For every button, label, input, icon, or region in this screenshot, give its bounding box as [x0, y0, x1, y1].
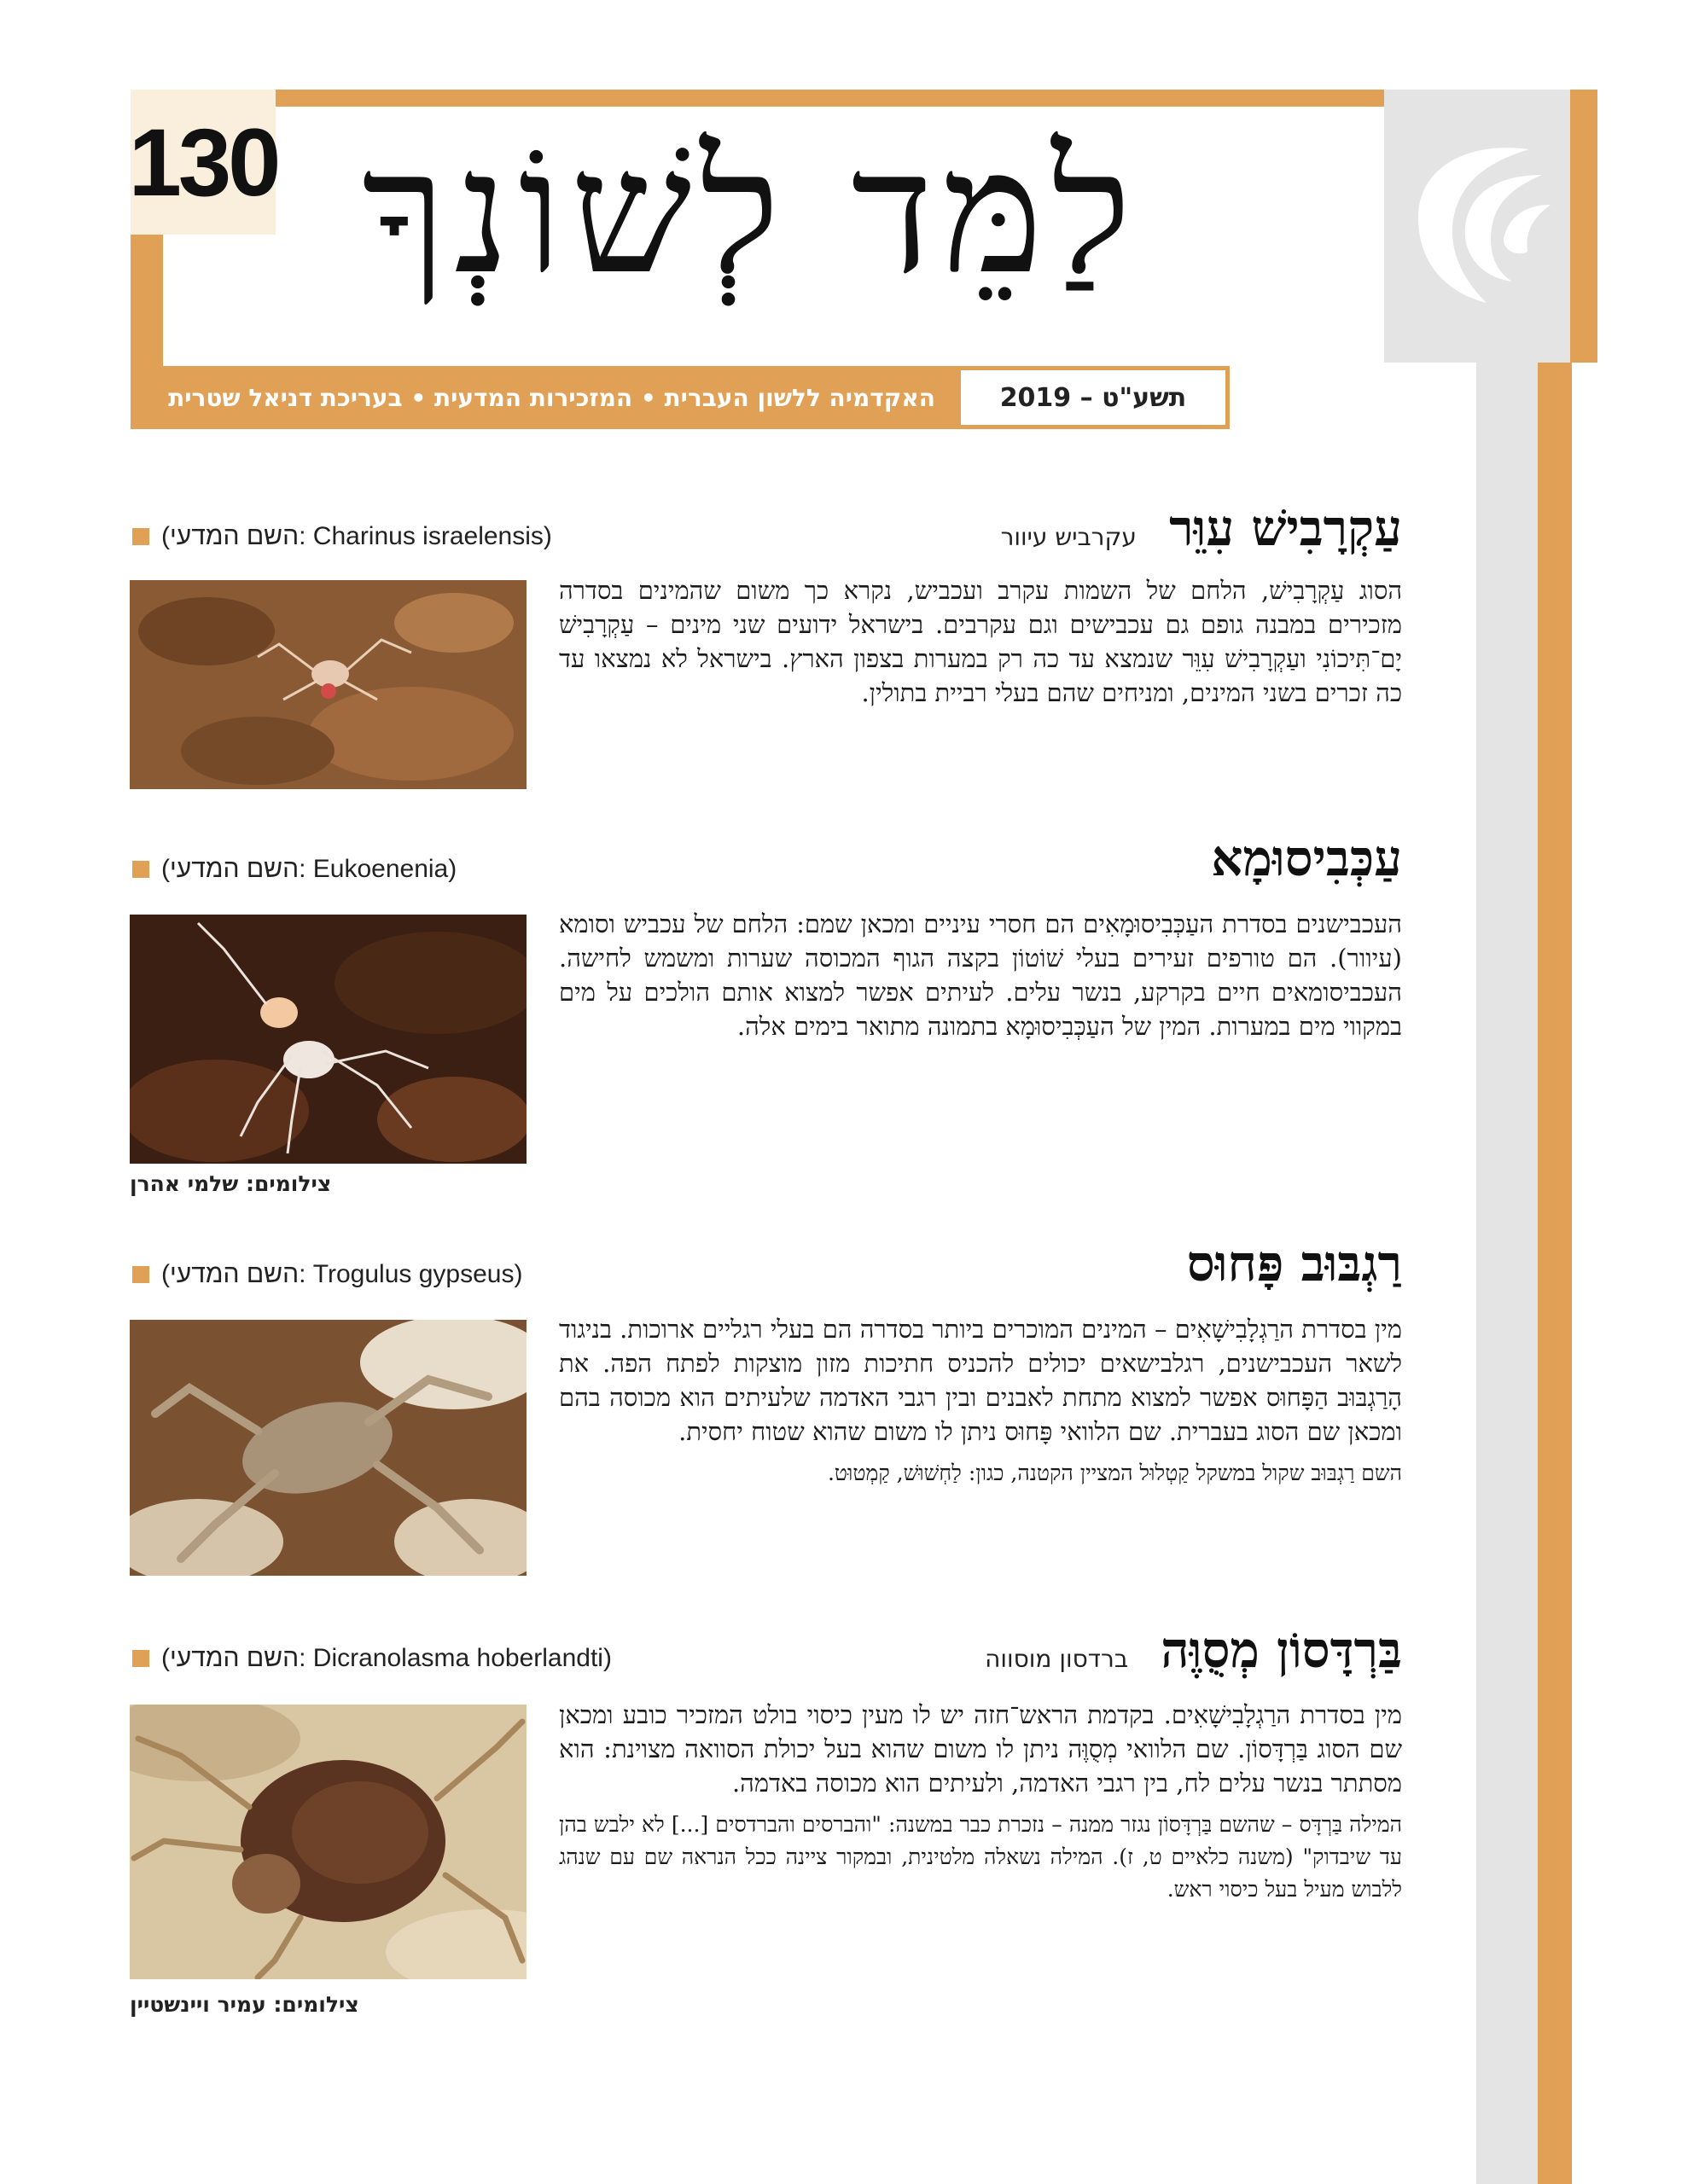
- section-note: המילה בַּרְדָּס – שהשם בַּרְדָּסוֹן נגזר ממנה – נזכרת כבר במשנה: "והברסים והברדסים [...] לא ילבש בהן עד שיבדוק" (משנה כלאיים ט, ז). המילה נשאלה מלטינית, ובמקור ציינה ככל הנראה שם עם שנהג ללבוש מעיל בעל כיסוי ראש.: [559, 1812, 1402, 1902]
- right-accent-stripe: [1538, 363, 1572, 2184]
- header-frame-left: [131, 235, 163, 367]
- scientific-name: [132, 855, 457, 884]
- scientific-name: [132, 522, 552, 551]
- section-title: [985, 1621, 1402, 1679]
- section-body-text: מין בסדרת הרַגְלָבִישָׁאִים – המינים המוכרים ביותר בסדרה הם בעלי רגליים ארוכות. בניגוד לשאר העכבישנים, רגלבישאים יכולים להכניס חתיכות מזון מוצקות לפתח הפה. את הָרַגְבּוּב הַפָּחוּס אפשר למצוא מתחת לאבנים ובין רגבי האדמה שלעיתים הוא מכוסה בהם ומכאן שם הסוג בעברית. שם הלוואי פָּחוּס ניתן לו משום שהוא שטוח יחסית.: [559, 1315, 1402, 1446]
- bullet-square: [132, 528, 149, 545]
- scientific-name: [132, 1260, 522, 1289]
- scientific-name-text: (השם המדעי: Trogulus gypseus): [161, 1260, 523, 1288]
- academy-logo-icon: [1384, 90, 1570, 363]
- photo-charinus: [130, 580, 527, 789]
- photo-credit: צילומים: עמיר ויינשטיין: [130, 1992, 359, 2017]
- section-marker: [1451, 845, 1475, 892]
- scientific-name-text: (השם המדעי: Dicranolasma hoberlandti): [161, 1644, 612, 1672]
- logo-box: [1384, 90, 1570, 363]
- page-title: לַמֵּד לְשׁוֹנְךָ: [362, 113, 1140, 312]
- section-body-text: העכבישנים בסדרת העַכְּבִיסוּמָאִים הם חסרי עיניים ומכאן שמם: הלחם של עכביש וסומא (עיוור). הם טורפים זעירים בעלי שׁוֹטוֹן בקצה הגוף המכוסה שערות ומשמש לחישה. העכביסומאים חיים בקרקע, בנשר עלים. לעיתים אפשר למצוא אותם הולכים על מים במקווי מים במערות. המין של העַכְּבִיסוּמָא בתמונה מתואר בימים אלה.: [559, 909, 1402, 1041]
- section-body-text: הסוג עַקְרָבִישׁ, הלחם של השמות עקרב ועכביש, נקרא כך משום שהמינים בסדרה מזכירים במבנה גופם גם עכבישים וגם עקרבים. בישראל ידועים שני מינים – עַקְרָבִישׁ יָם־תִּיכוֹנִי ועַקְרָבִישׁ עִוֵּר שנמצא עד כה רק במערות בצפון הארץ. בישראל לא נמצאו עד כה זכרים בשני המינים, ומניחים שהם בעלי רביית בתולין.: [559, 576, 1402, 707]
- section-subtitle: ברדסון מוסווה: [985, 1645, 1129, 1673]
- section-title: [1187, 1234, 1402, 1292]
- publisher-line: האקדמיה ללשון העברית • המזכירות המדעית • בעריכת דניאל שטרית: [168, 383, 935, 412]
- section-body: [559, 1698, 1402, 1906]
- section-title-text: בַּרְדָּסוֹן מְסֻוֶּה: [1161, 1621, 1402, 1679]
- bullet-square: [132, 1650, 149, 1667]
- section-body: [559, 573, 1402, 710]
- scientific-name-text: (השם המדעי: Eukoenenia): [161, 855, 457, 883]
- section-title: [1001, 499, 1402, 557]
- bullet-square: [132, 1266, 149, 1283]
- right-accent-top: [1570, 90, 1597, 363]
- issue-year: תשע"ט – 2019: [961, 370, 1225, 425]
- section-marker: [1451, 514, 1475, 561]
- issue-number: 130: [131, 90, 276, 235]
- photo-trogulus: [130, 1320, 527, 1576]
- info-bar: [131, 366, 1230, 429]
- section-marker: [1451, 1250, 1475, 1298]
- scientific-name-text: (השם המדעי: Charinus israelensis): [161, 522, 552, 550]
- scientific-name: [132, 1644, 612, 1673]
- section-body-text: מין בסדרת הרַגְלָבִישָׁאִים. בקדמת הראש־חזה יש לו מעין כיסוי בולט המזכיר כובע ומכאן שם הסוג בַּרְדָּסוֹן. שם הלוואי מְסֻוֶּה ניתן לו משום שהוא בעל יכולת הסוואה מצוינת: הוא מסתתר בנשר עלים לח, בין רגבי האדמה, ולעיתים הוא מכוסה באדמה.: [559, 1700, 1402, 1798]
- section-title-text: רַגְבּוּב פָּחוּס: [1186, 1234, 1402, 1292]
- section-title-text: עַכְּבִיסוּמָא: [1211, 829, 1402, 887]
- section-title-text: עַקְרָבִישׁ עִוֵּר: [1169, 499, 1402, 557]
- section-marker: [1451, 1636, 1475, 1684]
- section-body: [559, 1312, 1402, 1490]
- section-title: [1211, 829, 1402, 887]
- section-body: [559, 907, 1402, 1043]
- photo-credit: צילומים: שלמי אהרן: [130, 1171, 332, 1196]
- photo-dicranolasma: [130, 1705, 527, 1979]
- bullet-square: [132, 861, 149, 878]
- section-note: השם רַגְבּוּב שקול במשקל קַטְלוּל המציין הקטנה, כגון: לַחְשׁוּשׁ, קַמְטוּט.: [827, 1461, 1402, 1485]
- section-subtitle: עקרביש עיוור: [1000, 523, 1137, 551]
- photo-eukoenenia: [130, 915, 527, 1164]
